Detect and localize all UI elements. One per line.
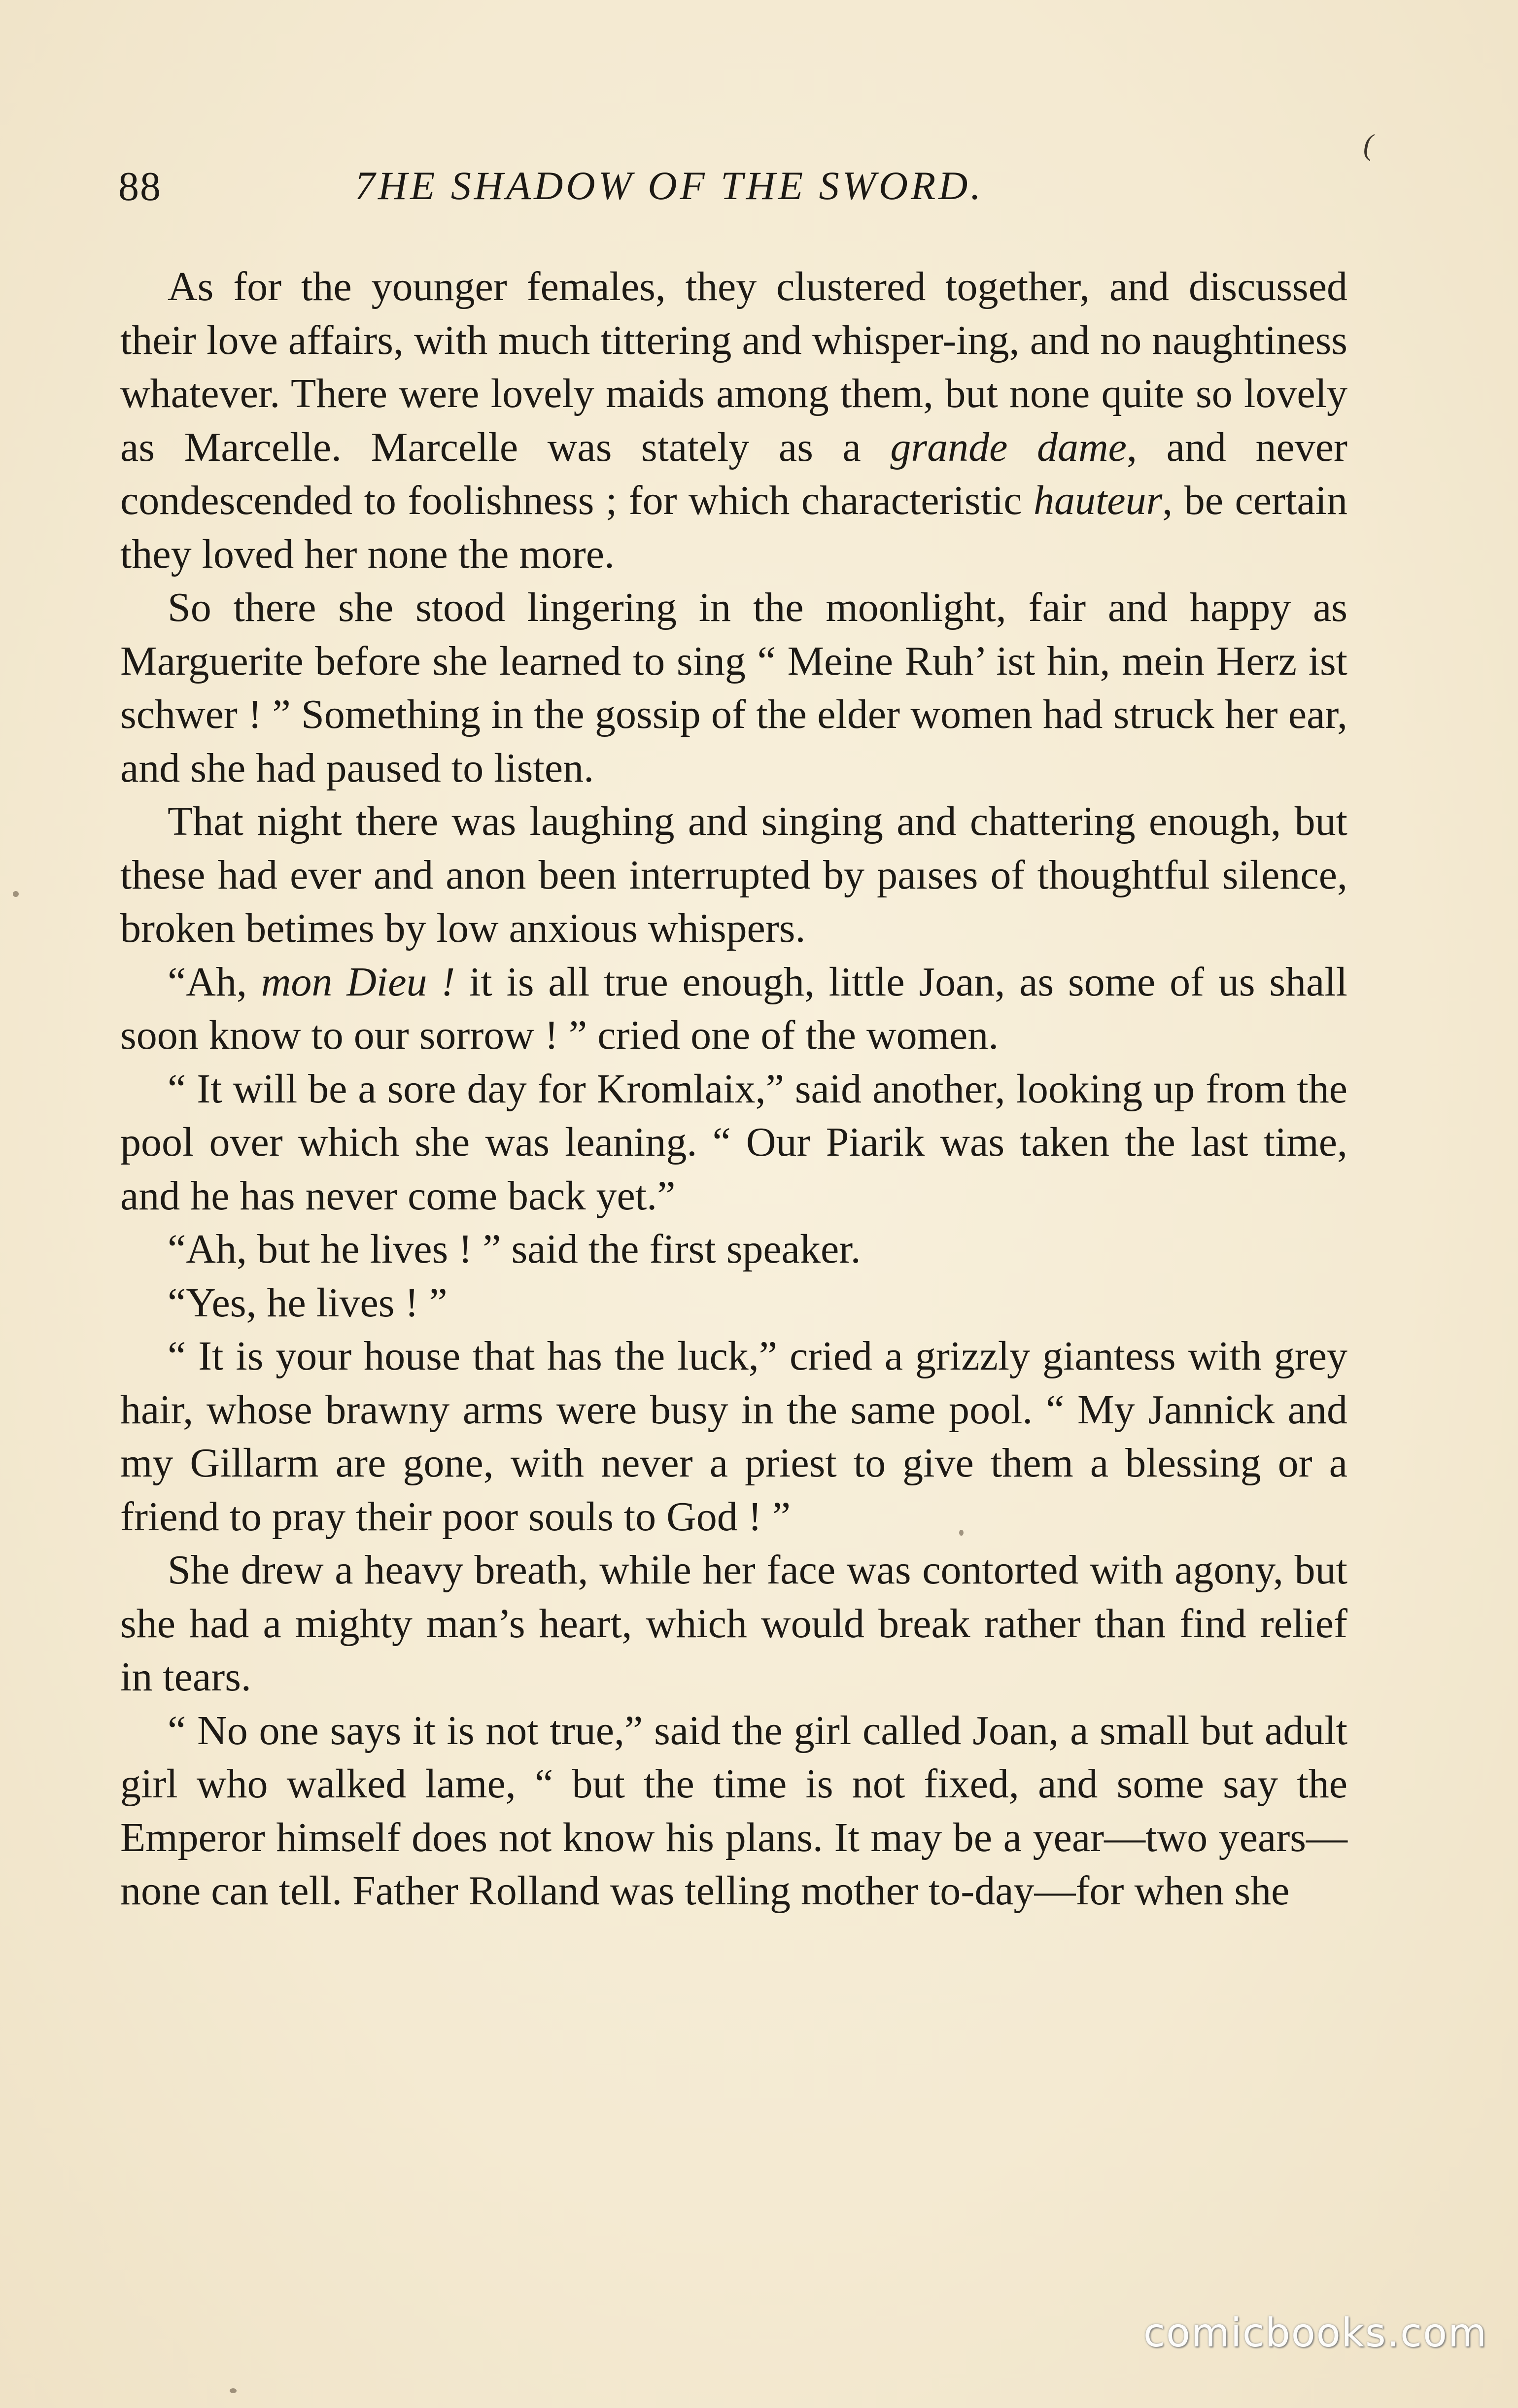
paragraph — [120, 1544, 1347, 1704]
text-run: , be certain they loved her none the more. — [120, 478, 1347, 577]
site-watermark: comicbooks.com — [1143, 2310, 1487, 2356]
text-run: That night there was laughing and singing and chattering enough, but these had ever and anon been interrupted by paıses of thoughtful silence, broken betimes by low anxious whispers. — [120, 798, 1347, 951]
paper-speck — [13, 891, 19, 897]
italic-phrase: mon Dieu ! — [261, 959, 455, 1005]
text-run: As for the younger females, they clustered together, and discussed their love affairs, with much tittering and whisper-ing, and no naughtiness whatever. There were lovely maids among them, but none quite so lovely as Marcelle. Marcelle was stately as a — [120, 264, 1347, 470]
paragraph — [120, 1276, 1347, 1330]
paper-speck — [959, 1530, 964, 1536]
paragraph — [120, 795, 1347, 956]
text-run: it is all true enough, little Joan, as some of us shall soon know to our sorrow ! ” cried one of the women. — [120, 959, 1347, 1058]
paragraph — [120, 956, 1347, 1063]
italic-phrase: hauteur — [1033, 478, 1163, 523]
margin-mark: ( — [1363, 129, 1373, 161]
text-run: “ It is your house that has the luck,” cried a grizzly giantess with grey hair, whose brawny arms were busy in the same pool. “ My Jannick and my Gillarm are gone, with never a priest to give them a blessing or a friend to pray their poor souls to God ! ” — [120, 1333, 1347, 1540]
paragraph — [120, 581, 1347, 795]
paragraph — [120, 1063, 1347, 1223]
text-run: “ It will be a sore day for Kromlaix,” said another, looking up from the pool over which she was leaning. “ Our Piarik was taken the last time, and he has never come back yet.” — [120, 1066, 1347, 1219]
text-run: So there she stood lingering in the moonlight, fair and happy as Marguerite before she learned to sing “ Meine Ruh’ ist hin, mein Herz ist schwer ! ” Something in the gossip of the elder women had struck her ear, and she had paused to listen. — [120, 585, 1347, 791]
text-run: She drew a heavy breath, while her face was contorted with agony, but she had a mighty man’s heart, which would break rather than find relief in tears. — [120, 1547, 1347, 1700]
paragraph — [120, 1704, 1347, 1918]
page-number: 88 — [118, 164, 162, 209]
text-run: “ No one says it is not true,” said the girl called Joan, a small but adult girl who walked lame, “ but the time is not fixed, and some say the Emperor himself does not know his plans. It may be a year—two years—none can tell. Father Rolland was telling mother to-day—for when she — [120, 1707, 1347, 1914]
body-text — [120, 260, 1347, 1918]
italic-phrase: grande dame — [890, 424, 1127, 470]
paragraph — [120, 260, 1347, 581]
paragraph — [120, 1330, 1347, 1544]
paragraph — [120, 1223, 1347, 1276]
running-head: 7HE SHADOW OF THE SWORD. — [355, 163, 984, 208]
paper-speck — [230, 2388, 237, 2393]
text-run: “Yes, he lives ! ” — [168, 1279, 448, 1326]
text-run: , and never condescended to foolishness ; for which characteristic — [120, 424, 1348, 523]
text-run: “Ah, — [168, 959, 261, 1005]
text-run: “Ah, but he lives ! ” said the first speaker. — [168, 1226, 861, 1272]
page-header — [118, 163, 1360, 217]
